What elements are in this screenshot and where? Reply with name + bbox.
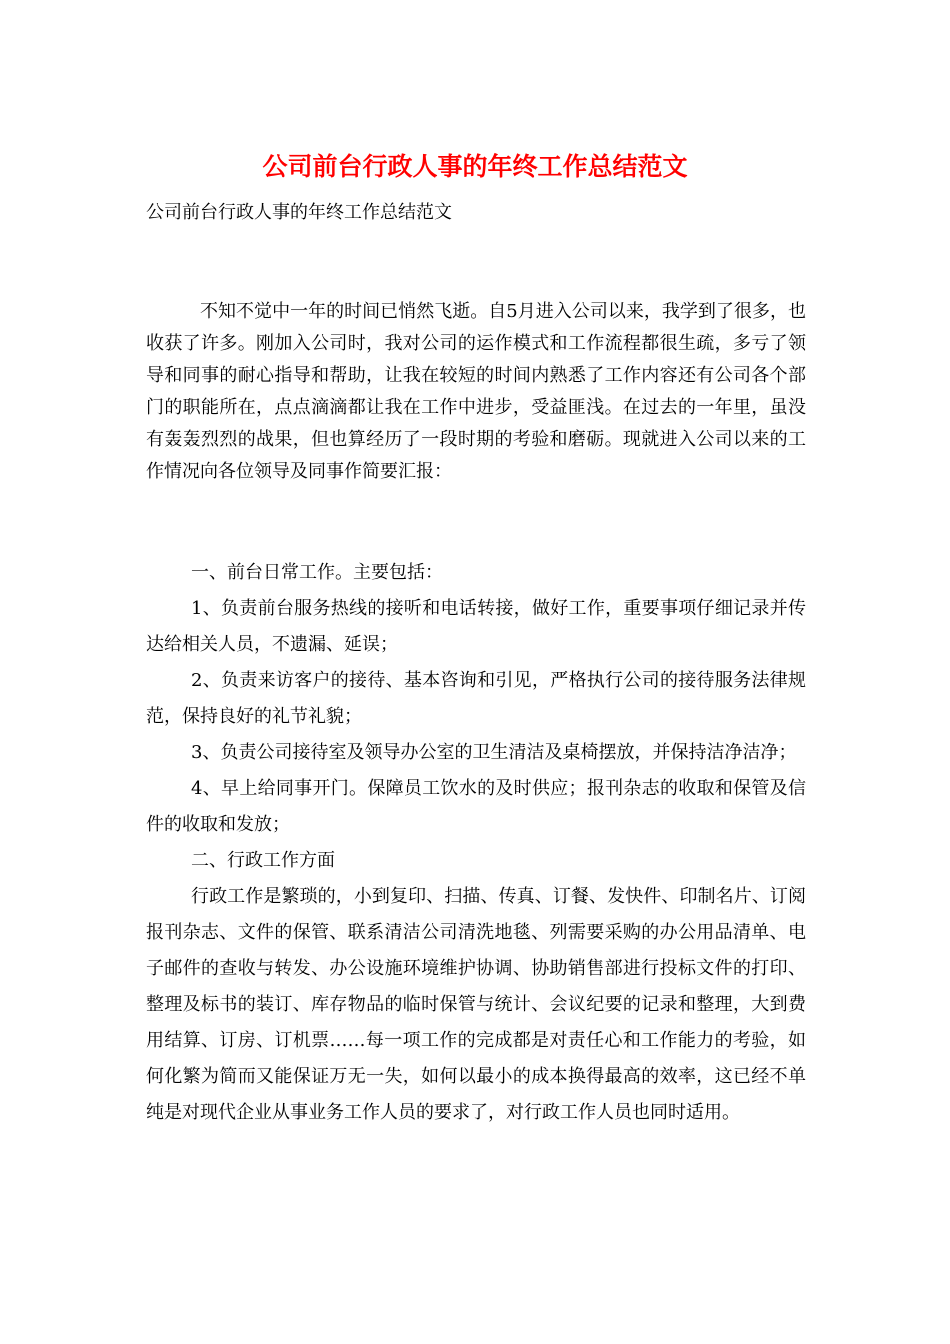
document-title: 公司前台行政人事的年终工作总结范文	[262, 152, 688, 181]
section2-paragraph: 行政工作是繁琐的，小到复印、扫描、传真、订餐、发快件、印制名片、订阅报刊杂志、文件的保管、联系清洁公司清洗地毯、列需要采购的办公用品清单、电子邮件的查收与转发、办公设施环境维护协调、协助销售部进行投标文件的打印、整理及标书的装订、库存物品的临时保管与统计、会议纪要的记录和整理，大到费用结算、订房、订机票……每一项工作的完成都是对责任心和工作能力的考验，如何化繁为简而又能保证万无一失，如何以最小的成本换得最高的效率，这已经不单纯是对现代企业从事业务工作人员的要求了，对行政工作人员也同时适用。	[146, 886, 806, 1123]
list-item: 1、负责前台服务热线的接听和电话转接，做好工作，重要事项仔细记录并传达给相关人员，不遗漏、延误；	[146, 598, 806, 655]
list-item: 3、负责公司接待室及领导办公室的卫生清洁及桌椅摆放，并保持洁净洁净；	[191, 742, 797, 763]
list-item: 4、早上给同事开门。保障员工饮水的及时供应；报刊杂志的收取和保管及信件的收取和发放；	[146, 778, 806, 835]
work-content-section	[146, 555, 806, 1131]
section1-heading: 一、前台日常工作。主要包括：	[191, 562, 443, 583]
section2-heading: 二、行政工作方面	[191, 850, 335, 871]
list-item: 2、负责来访客户的接待、基本咨询和引见，严格执行公司的接待服务法律规范，保持良好的礼节礼貌；	[146, 670, 806, 727]
document-subtitle: 公司前台行政人事的年终工作总结范文	[146, 202, 452, 223]
intro-paragraph: 不知不觉中一年的时间已悄然飞逝。自5月进入公司以来，我学到了很多，也收获了许多。刚加入公司时，我对公司的运作模式和工作流程都很生疏，多亏了领导和同事的耐心指导和帮助，让我在较短的时间内熟悉了工作内容还有公司各个部门的职能所在，点点滴滴都让我在工作中进步，受益匪浅。在过去的一年里，虽没有轰轰烈烈的战果，但也算经历了一段时期的考验和磨砺。现就进入公司以来的工作情况向各位领导及同事作简要汇报：	[146, 301, 806, 482]
